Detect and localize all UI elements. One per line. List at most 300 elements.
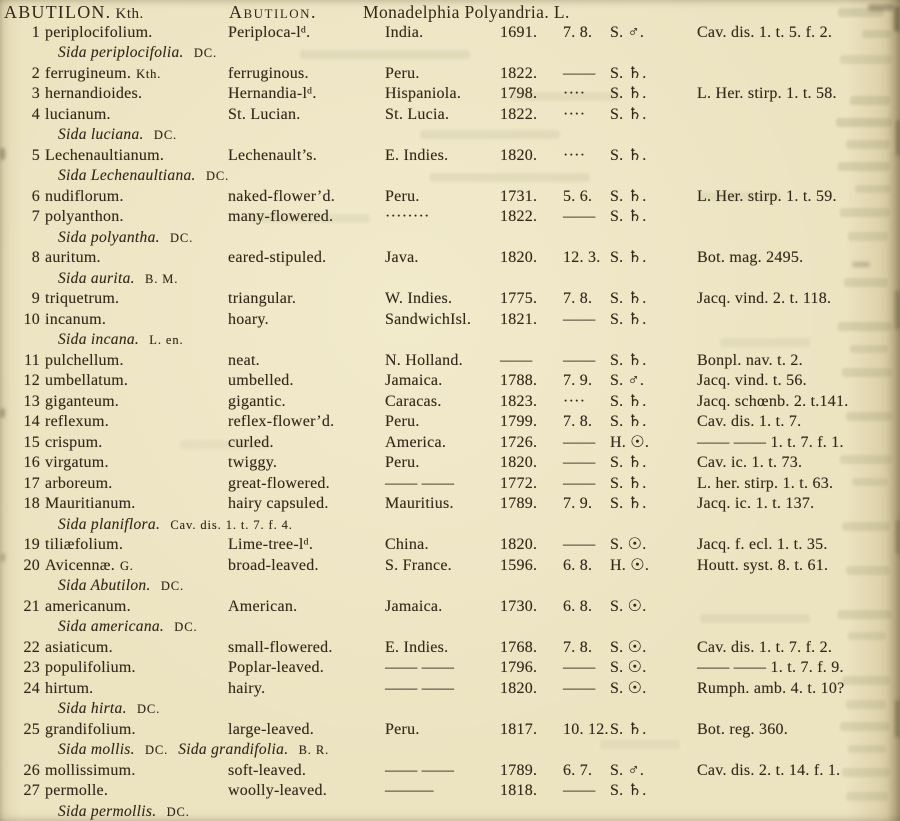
english-name-cell: great-flowered. (228, 474, 330, 492)
flowering-months-cell: 10. 12. (563, 720, 609, 738)
native-country-cell: SandwichIsl. (385, 310, 472, 328)
species-name: nudiflorum. (45, 187, 124, 205)
english-name-cell: hoary. (228, 310, 269, 328)
species-name-cell (40, 412, 228, 433)
english-name-cell: many-flowered. (228, 208, 334, 225)
synonym-authority: L. en. (149, 333, 184, 347)
species-name: americanum. (45, 597, 131, 615)
flowering-months-cell: —— (563, 679, 596, 697)
habit-symbol-cell: S. ♄. (610, 85, 647, 102)
synonym-name: Sida planiflora. (58, 515, 161, 533)
native-country-cell: E. Indies. (385, 146, 449, 164)
flowering-months-cell: —— (563, 454, 596, 471)
introduction-year-cell: 1798. (500, 85, 538, 102)
english-name-cell: Hernandia-lᵈ. (228, 85, 317, 102)
native-country-cell: S. France. (385, 556, 452, 574)
genus-name: ABUTILON. (4, 2, 112, 22)
flowering-months-cell: —— (563, 310, 596, 328)
reference-cell: L. her. stirp. 1. t. 63. (697, 474, 834, 492)
habit-symbol-cell: S. ♄. (610, 413, 647, 430)
linnaean-class-order: Monadelphia Polyandria. (363, 2, 550, 22)
habit-symbol-cell: S. ♄. (610, 495, 647, 512)
synonym-authority: B. R. (298, 743, 330, 757)
introduction-year-cell: 1822. (500, 64, 538, 82)
reference-cell: Cav. dis. 2. t. 14. f. 1. (697, 761, 841, 779)
species-name: virgatum. (45, 454, 109, 471)
table-row (0, 638, 900, 659)
english-name-cell: triangular. (228, 290, 297, 307)
synonym-name: Sida grandifolia. (178, 741, 289, 758)
species-rows (0, 23, 900, 821)
table-row (0, 658, 900, 679)
synonym-row (0, 125, 900, 146)
flowering-months-cell: 5. 6. (563, 187, 593, 205)
synonym-authority: DC. (174, 620, 198, 634)
table-row (0, 23, 900, 44)
introduction-year-cell: 1789. (500, 495, 538, 512)
species-name-cell (40, 556, 228, 577)
classification-title (363, 2, 570, 23)
synonym-row (0, 802, 900, 821)
species-name-cell (40, 781, 228, 802)
english-name-cell: gigantic. (228, 392, 286, 410)
flowering-months-cell: —— (563, 433, 596, 451)
habit-symbol-cell: H. ☉. (610, 556, 650, 574)
reference-cell (697, 146, 900, 167)
synonym-name: Sida periplocifolia. (58, 44, 184, 61)
habit-symbol-cell: S. ♂. (610, 372, 645, 389)
row-number-cell: 7 (31, 208, 40, 225)
table-row (0, 84, 900, 105)
flowering-months-cell: —— (563, 536, 596, 553)
table-row (0, 64, 900, 85)
habit-symbol-cell: S. ♄. (610, 720, 647, 738)
habit-symbol-cell: S. ♄. (610, 146, 647, 164)
synonym-authority: DC. (160, 579, 185, 593)
species-name-cell (40, 761, 228, 782)
english-name-cell: neat. (228, 351, 260, 369)
synonym-name: Sida luciana. (58, 126, 144, 143)
flowering-months-cell: 6. 8. (563, 597, 593, 615)
introduction-year-cell: 1822. (500, 105, 538, 123)
native-country-cell: Peru. (385, 454, 420, 471)
native-country-cell: —— —— (385, 659, 455, 676)
introduction-year-cell: 1772. (500, 474, 538, 492)
native-country-cell: E. Indies. (385, 638, 449, 656)
synonym-row (0, 330, 900, 351)
row-number-cell: 10 (23, 310, 40, 328)
row-number-cell: 25 (23, 720, 40, 738)
species-name-cell (40, 535, 228, 556)
species-name-cell (40, 658, 228, 679)
flowering-months-cell: 6. 8. (563, 556, 593, 574)
introduction-year-cell: 1596. (500, 556, 538, 574)
native-country-cell: Peru. (385, 413, 420, 430)
native-country-cell: St. Lucia. (385, 105, 450, 123)
introduction-year-cell: 1691. (500, 23, 538, 41)
native-country-cell: N. Holland. (385, 351, 463, 369)
introduction-year-cell: 1817. (500, 720, 538, 738)
native-country-cell: ········ (385, 208, 430, 225)
reference-cell: Rumph. amb. 4. t. 10? (697, 679, 845, 697)
english-name-cell: umbelled. (228, 372, 294, 389)
synonym-row (0, 515, 900, 536)
species-name-cell (40, 494, 228, 515)
species-name: auritum. (45, 249, 101, 266)
species-name: triquetrum. (45, 290, 120, 307)
reference-cell: Houtt. syst. 8. t. 61. (697, 556, 829, 574)
species-name-cell (40, 679, 228, 700)
native-country-cell: W. Indies. (385, 290, 453, 307)
table-row (0, 187, 900, 208)
synonym-authority: DC. (205, 169, 230, 183)
species-name: periplocifolium. (45, 23, 153, 41)
table-row (0, 412, 900, 433)
habit-symbol-cell: S. ☉. (610, 679, 647, 697)
synonym-name: Sida polyantha. (58, 228, 160, 246)
row-number-cell: 27 (23, 782, 40, 799)
habit-symbol-cell: H. ☉. (610, 433, 650, 451)
native-country-cell: —— —— (385, 679, 455, 697)
reference-cell (697, 597, 900, 618)
row-number-cell: 15 (23, 433, 40, 451)
row-number-cell: 8 (31, 249, 40, 266)
row-number-cell: 23 (23, 659, 40, 676)
introduction-year-cell: 1820. (500, 679, 538, 697)
table-row (0, 781, 900, 802)
table-row (0, 679, 900, 700)
species-name: giganteum. (45, 392, 120, 410)
row-number-cell: 14 (23, 413, 40, 430)
species-name-cell (40, 371, 228, 392)
introduction-year-cell: 1730. (500, 597, 538, 615)
habit-symbol-cell: S. ♄. (610, 782, 647, 799)
species-name: permolle. (45, 782, 109, 799)
table-row (0, 556, 900, 577)
flowering-months-cell: —— (563, 474, 596, 492)
flowering-months-cell: —— (563, 64, 596, 82)
synonym-authority: DC. (136, 702, 161, 716)
native-country-cell: Jamaica. (385, 597, 443, 615)
species-name-cell (40, 351, 228, 372)
native-country-cell: India. (385, 23, 424, 41)
introduction-year-cell: 1789. (500, 761, 538, 779)
flowering-months-cell: 7. 9. (563, 372, 593, 389)
genus-name-repeat: Abutilon. (229, 2, 318, 22)
species-name: grandifolium. (45, 720, 136, 738)
native-country-cell: America. (385, 433, 447, 451)
english-name-cell: broad-leaved. (228, 556, 319, 574)
row-number-cell: 20 (23, 556, 40, 574)
introduction-year-cell: 1788. (500, 372, 538, 389)
reference-cell: Jacq. schœnb. 2. t.141. (697, 392, 849, 410)
species-authority: Kth. (136, 66, 162, 81)
reference-cell: Bonpl. nav. t. 2. (697, 351, 803, 369)
species-name-cell (40, 23, 228, 44)
habit-symbol-cell: S. ♄. (610, 474, 647, 492)
genus-header (0, 2, 900, 23)
flowering-months-cell: 7. 8. (563, 413, 593, 430)
english-name-cell: small-flowered. (228, 638, 333, 656)
reference-cell: Cav. dis. 1. t. 7. (697, 413, 802, 430)
classification-authority: L. (553, 2, 570, 22)
table-row (0, 310, 900, 331)
species-name-cell (40, 105, 228, 126)
species-name: reflexum. (45, 413, 109, 430)
flowering-months-cell: —— (563, 208, 596, 225)
native-country-cell: Peru. (385, 187, 420, 205)
flowering-months-cell: 7. 8. (563, 23, 593, 41)
row-number-cell: 26 (23, 761, 40, 779)
flowering-months-cell: ···· (563, 392, 586, 410)
reference-cell: Cav. ic. 1. t. 73. (697, 454, 803, 471)
species-name: Mauritianum. (45, 495, 136, 512)
species-name: crispum. (45, 433, 103, 451)
species-name-cell (40, 474, 228, 495)
habit-symbol-cell: S. ☉. (610, 597, 647, 615)
synonym-row (0, 617, 900, 638)
synonym-name: Sida americana. (58, 618, 165, 635)
habit-symbol-cell: S. ♄. (610, 392, 647, 410)
flowering-months-cell: 7. 8. (563, 290, 593, 307)
reference-cell: —— —— 1. t. 7. f. 1. (697, 433, 844, 451)
synonym-authority: DC. (153, 128, 178, 142)
synonym-row (0, 269, 900, 290)
reference-cell (697, 64, 900, 85)
row-number-cell: 5 (31, 146, 40, 164)
flowering-months-cell: 7. 8. (563, 638, 593, 656)
reference-cell: Jacq. f. ecl. 1. t. 35. (697, 536, 828, 553)
introduction-year-cell: 1731. (500, 187, 538, 205)
species-name-cell (40, 720, 228, 741)
english-name-cell: soft-leaved. (228, 761, 307, 779)
flowering-months-cell: —— (563, 351, 596, 369)
english-name-cell: Lime-tree-lᵈ. (228, 536, 314, 553)
species-name: ferrugineum. (45, 64, 132, 82)
table-row (0, 433, 900, 454)
species-name-cell (40, 146, 228, 167)
row-number-cell: 2 (31, 64, 40, 82)
habit-symbol-cell: S. ♄. (610, 249, 647, 266)
species-name-cell (40, 392, 228, 413)
synonym-row (0, 576, 900, 597)
synonym-name: Sida Lechenaultiana. (58, 167, 196, 184)
introduction-year-cell: 1820. (500, 454, 538, 471)
synonym-authority: DC. (145, 743, 169, 757)
row-number-cell: 19 (23, 536, 40, 553)
species-authority: G. (119, 558, 134, 573)
english-name-cell: naked-flower’d. (228, 187, 335, 205)
english-name-cell: hairy capsuled. (228, 495, 329, 512)
reference-cell (697, 310, 900, 331)
english-name-cell: woolly-leaved. (228, 782, 328, 799)
english-name-cell: twiggy. (228, 454, 278, 471)
synonym-name: Sida Abutilon. (58, 577, 151, 594)
table-row (0, 351, 900, 372)
introduction-year-cell: 1799. (500, 413, 538, 430)
table-row (0, 289, 900, 310)
synonym-name: Sida permollis. (58, 802, 157, 820)
native-country-cell: Peru. (385, 64, 420, 82)
table-row (0, 535, 900, 556)
english-name-cell: Periploca-lᵈ. (228, 23, 311, 41)
table-row (0, 371, 900, 392)
species-table (0, 2, 900, 821)
synonym-row (0, 166, 900, 187)
introduction-year-cell: 1821. (500, 310, 538, 328)
reference-cell: Cav. dis. 1. t. 5. f. 2. (697, 23, 833, 41)
reference-cell: L. Her. stirp. 1. t. 58. (697, 85, 837, 102)
flowering-months-cell: ···· (563, 105, 586, 123)
genus-authority: Kth. (115, 6, 144, 22)
row-number-cell: 16 (23, 454, 40, 471)
habit-symbol-cell: S. ♄. (610, 290, 647, 307)
species-name: arboreum. (45, 474, 113, 492)
table-row (0, 453, 900, 474)
habit-symbol-cell: S. ♄. (610, 208, 647, 225)
reference-cell (697, 781, 900, 802)
table-row (0, 761, 900, 782)
table-row (0, 494, 900, 515)
english-name-cell: St. Lucian. (228, 105, 301, 123)
native-country-cell: Peru. (385, 720, 420, 738)
reference-cell: —— —— 1. t. 7. f. 9. (697, 659, 844, 676)
english-name-cell: hairy. (228, 679, 266, 697)
row-number-cell: 12 (23, 372, 40, 389)
synonym-authority: B. M. (145, 271, 179, 286)
english-name-cell: curled. (228, 433, 274, 451)
table-row (0, 474, 900, 495)
introduction-year-cell: —— (500, 351, 533, 369)
introduction-year-cell: 1822. (500, 208, 538, 225)
reference-cell (697, 105, 900, 126)
native-country-cell: Jamaica. (385, 372, 443, 389)
native-country-cell: Hispaniola. (385, 85, 462, 102)
habit-symbol-cell: S. ♄. (610, 351, 647, 369)
table-row (0, 392, 900, 413)
row-number-cell: 13 (23, 392, 40, 410)
introduction-year-cell: 1823. (500, 392, 538, 410)
habit-symbol-cell: S. ☉. (610, 659, 647, 676)
species-name: populifolium. (45, 659, 136, 676)
synonym-row (0, 228, 900, 249)
introduction-year-cell: 1820. (500, 249, 538, 266)
native-country-cell: —— —— (385, 474, 455, 492)
english-name-cell: reflex-flower’d. (228, 413, 335, 430)
species-name-cell (40, 64, 228, 85)
species-name: Lechenaultianum. (45, 146, 165, 164)
table-row (0, 720, 900, 741)
flowering-months-cell: —— (563, 659, 596, 676)
species-name: umbellatum. (45, 372, 129, 389)
english-name-cell: Poplar-leaved. (228, 659, 325, 676)
species-name-cell (40, 433, 228, 454)
synonym-authority: DC. (166, 804, 190, 819)
row-number-cell: 1 (31, 23, 40, 41)
row-number-cell: 9 (31, 290, 40, 307)
row-number-cell: 17 (23, 474, 40, 492)
reference-cell: Cav. dis. 1. t. 7. f. 2. (697, 638, 833, 656)
row-number-cell: 24 (23, 679, 40, 697)
table-row (0, 248, 900, 269)
native-country-cell: China. (385, 536, 429, 553)
flowering-months-cell: 12. 3. (563, 249, 601, 266)
native-country-cell: Mauritius. (385, 495, 454, 512)
introduction-year-cell: 1726. (500, 433, 538, 451)
synonym-name: Sida mollis. (58, 741, 135, 758)
introduction-year-cell: 1775. (500, 290, 538, 307)
english-name-cell: eared-stipuled. (228, 249, 327, 266)
introduction-year-cell: 1818. (500, 782, 538, 799)
introduction-year-cell: 1768. (500, 638, 538, 656)
species-name: tiliæfolium. (45, 536, 124, 553)
species-name-cell (40, 207, 228, 228)
native-country-cell: Caracas. (385, 392, 442, 410)
english-name-cell: American. (228, 597, 298, 615)
habit-symbol-cell: S. ♄. (610, 64, 647, 82)
synonym-name: Sida hirta. (58, 700, 127, 717)
species-name: Avicennæ. (45, 556, 115, 574)
row-number-cell: 22 (23, 638, 40, 656)
synonym-authority: Cav. dis. 1. t. 7. f. 4. (170, 517, 293, 532)
flowering-months-cell: ···· (563, 146, 586, 164)
habit-symbol-cell: S. ☉. (610, 638, 647, 656)
species-name-cell (40, 310, 228, 331)
reference-cell (697, 207, 900, 228)
native-country-cell: ——— (385, 782, 434, 799)
row-number-cell: 11 (24, 351, 40, 369)
habit-symbol-cell: S. ♂. (610, 23, 645, 41)
synonym-name: Sida incana. (58, 331, 140, 348)
synonym-row (0, 699, 900, 720)
english-name-cell: ferruginous. (228, 64, 309, 82)
row-number-cell: 3 (31, 85, 40, 102)
synonym-authority: DC. (170, 230, 194, 245)
synonym-row (0, 43, 900, 64)
reference-cell: Jacq. vind. t. 56. (697, 372, 807, 389)
reference-cell: Bot. mag. 2495. (697, 249, 804, 266)
species-name-cell (40, 453, 228, 474)
row-number-cell: 4 (31, 105, 40, 123)
habit-symbol-cell: S. ☉. (610, 536, 647, 553)
species-name: hernandioides. (45, 85, 143, 102)
row-number-cell: 18 (23, 495, 40, 512)
habit-symbol-cell: S. ♄. (610, 454, 647, 471)
species-name-cell (40, 638, 228, 659)
reference-cell: L. Her. stirp. 1. t. 59. (697, 187, 837, 205)
flowering-months-cell: 6. 7. (563, 761, 593, 779)
species-name: pulchellum. (45, 351, 124, 369)
species-name: polyanthon. (45, 208, 124, 225)
english-name-cell: Lechenault’s. (228, 146, 317, 164)
flowering-months-cell: ···· (563, 85, 586, 102)
native-country-cell: Java. (385, 249, 419, 266)
genus-title (4, 2, 144, 25)
species-name: hirtum. (45, 679, 94, 697)
habit-symbol-cell: S. ♂. (610, 761, 645, 779)
species-name: incanum. (45, 310, 107, 328)
table-row (0, 146, 900, 167)
reference-cell: Jacq. vind. 2. t. 118. (697, 290, 832, 307)
habit-symbol-cell: S. ♄. (610, 310, 647, 328)
synonym-authority: DC. (193, 46, 218, 60)
habit-symbol-cell: S. ♄. (610, 105, 647, 123)
species-name-cell (40, 248, 228, 269)
reference-cell: Jacq. ic. 1. t. 137. (697, 495, 815, 512)
reference-cell: Bot. reg. 360. (697, 720, 789, 738)
habit-symbol-cell: S. ♄. (610, 187, 647, 205)
table-row (0, 105, 900, 126)
